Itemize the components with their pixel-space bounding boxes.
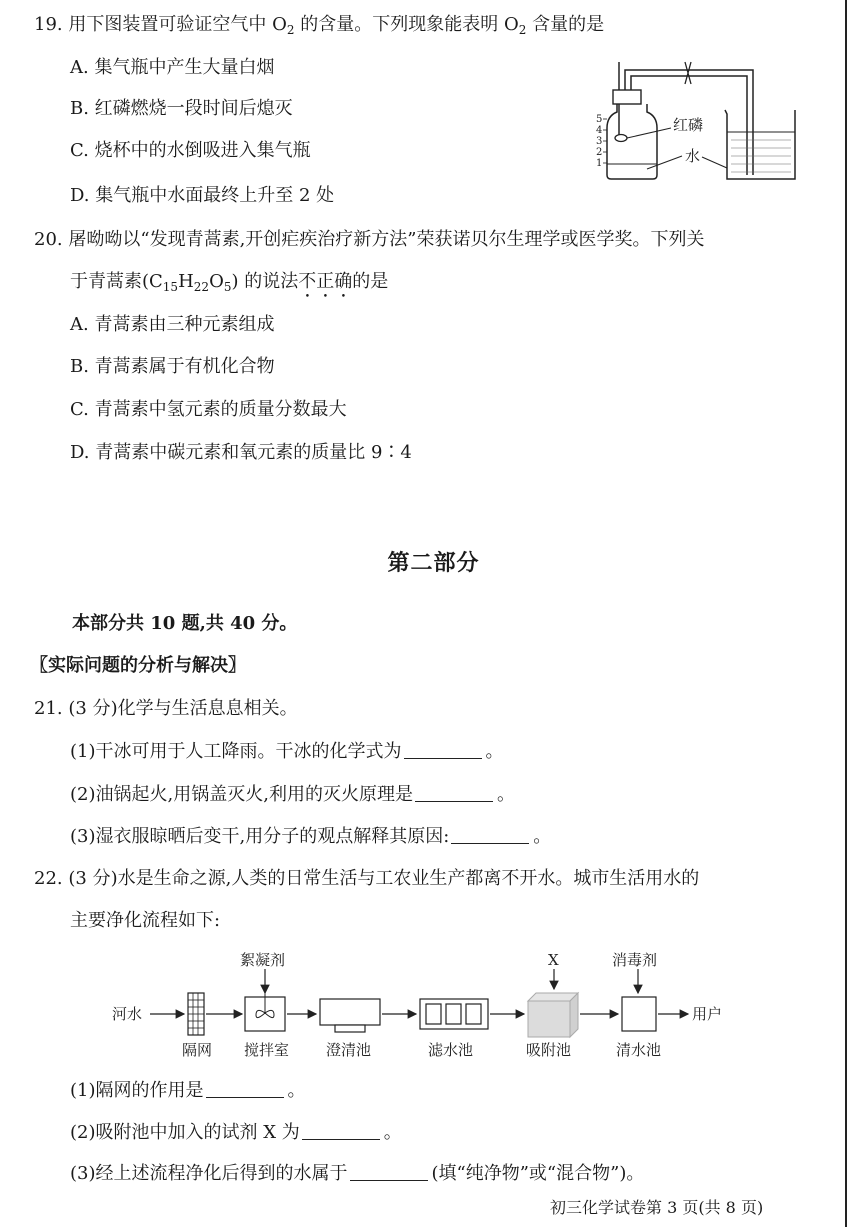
q22-stem-line2: 主要净化流程如下:: [70, 910, 221, 931]
q19-number: 19.: [34, 14, 63, 35]
q22-stem-line1: 22. (3 分)水是生命之源,人类的日常生活与工农业生产都离不开水。城市生活用水的: [34, 868, 700, 889]
q19-apparatus-figure: [585, 40, 805, 190]
answer-blank[interactable]: [206, 1081, 284, 1098]
svg-text:1: 1: [596, 158, 603, 169]
q22-part1: (1)隔网的作用是 。: [70, 1080, 306, 1101]
q21-part3: (3)湿衣服晾晒后变干,用分子的观点解释其原因: 。: [70, 826, 552, 847]
section-title: 第二部分: [387, 550, 480, 576]
answer-blank[interactable]: [451, 827, 529, 844]
flow-input-river-water: 河水: [112, 1005, 143, 1023]
label-flocculant: 絮凝剂: [240, 951, 286, 969]
q22-part3: (3)经上述流程净化后得到的水属于 (填“纯净物”或“混合物”)。: [70, 1163, 645, 1184]
stage-label-clarifier: 澄清池: [326, 1041, 372, 1059]
q20-option-a: A. 青蒿素由三种元素组成: [70, 314, 275, 335]
page-edge-rule: [845, 0, 847, 1227]
q21-stem: 21. (3 分)化学与生活息息相关。: [34, 698, 298, 719]
stage-label-filter-pool: 滤水池: [428, 1041, 474, 1059]
q21-part2: (2)油锅起火,用锅盖灭火,利用的灭火原理是 。: [70, 784, 515, 805]
q20-stem-line1: 20. 屠呦呦以“发现青蒿素,开创疟疾治疗新方法”荣获诺贝尔生理学或医学奖。下列关: [34, 229, 705, 250]
clear-water-pool-icon: [622, 997, 656, 1031]
q22-part2: (2)吸附池中加入的试剂 X 为 。: [70, 1122, 402, 1143]
q22-number: 22.: [34, 868, 63, 889]
stage-label-adsorption-pool: 吸附池: [526, 1041, 572, 1059]
label-reagent-x: X: [548, 951, 559, 969]
q21-number: 21.: [34, 698, 63, 719]
answer-blank[interactable]: [302, 1123, 380, 1140]
q20-option-b: B. 青蒿素属于有机化合物: [70, 356, 275, 377]
q19-option-a: A. 集气瓶中产生大量白烟: [70, 57, 275, 78]
section-intro: 本部分共 10 题,共 40 分。: [72, 613, 298, 634]
q19-option-d: D. 集气瓶中水面最终上升至 2 处: [70, 185, 335, 206]
q20-option-d: D. 青蒿素中碳元素和氧元素的质量比 9∶4: [70, 442, 412, 463]
q20-option-c: C. 青蒿素中氢元素的质量分数最大: [70, 399, 347, 420]
label-water: 水: [685, 147, 701, 165]
scale-marks: [596, 114, 602, 169]
q19-stem: 19. 用下图装置可验证空气中 $O_2$ 的含量。下列现象能表明 $O_2$ 含量的是: [34, 14, 605, 37]
svg-text:5: 5: [596, 114, 603, 125]
answer-blank[interactable]: [350, 1164, 428, 1181]
adsorption-pool-icon: [528, 993, 578, 1037]
q19-option-b: B. 红磷燃烧一段时间后熄灭: [70, 98, 293, 119]
q19-option-c: C. 烧杯中的水倒吸进入集气瓶: [70, 140, 311, 161]
stage-label-stirring-room: 搅拌室: [244, 1041, 290, 1059]
answer-blank[interactable]: [415, 785, 493, 802]
flow-output-users: 用户: [692, 1005, 723, 1023]
svg-text:2: 2: [596, 147, 603, 158]
category-heading: 〖实际问题的分析与解决〗: [30, 655, 246, 676]
page-footer: 初三化学试卷第 3 页(共 8 页): [550, 1198, 764, 1217]
label-red-phosphorus: 红磷: [673, 116, 704, 134]
svg-text:4: 4: [596, 125, 603, 136]
q21-part1: (1)干冰可用于人工降雨。干冰的化学式为 。: [70, 741, 504, 762]
svg-text:3: 3: [596, 136, 603, 147]
stirring-room-icon: [245, 989, 285, 1031]
clarifier-icon: [320, 999, 380, 1032]
q20-stem-line2: 于青蒿素$(C_{15}H_{22}O_5)$ 的说法不正确的是: [70, 271, 389, 294]
emphasized-not-correct: 不正确: [298, 271, 353, 292]
answer-blank[interactable]: [404, 742, 482, 759]
stage-label-screen: 隔网: [182, 1041, 213, 1059]
stage-label-clear-water-pool: 清水池: [616, 1041, 662, 1059]
screen-mesh-icon: [188, 993, 204, 1035]
water-purification-flow-diagram: [110, 945, 750, 1065]
q20-number: 20.: [34, 229, 63, 250]
label-disinfectant: 消毒剂: [612, 951, 658, 969]
filter-pool-icon: [420, 999, 488, 1029]
